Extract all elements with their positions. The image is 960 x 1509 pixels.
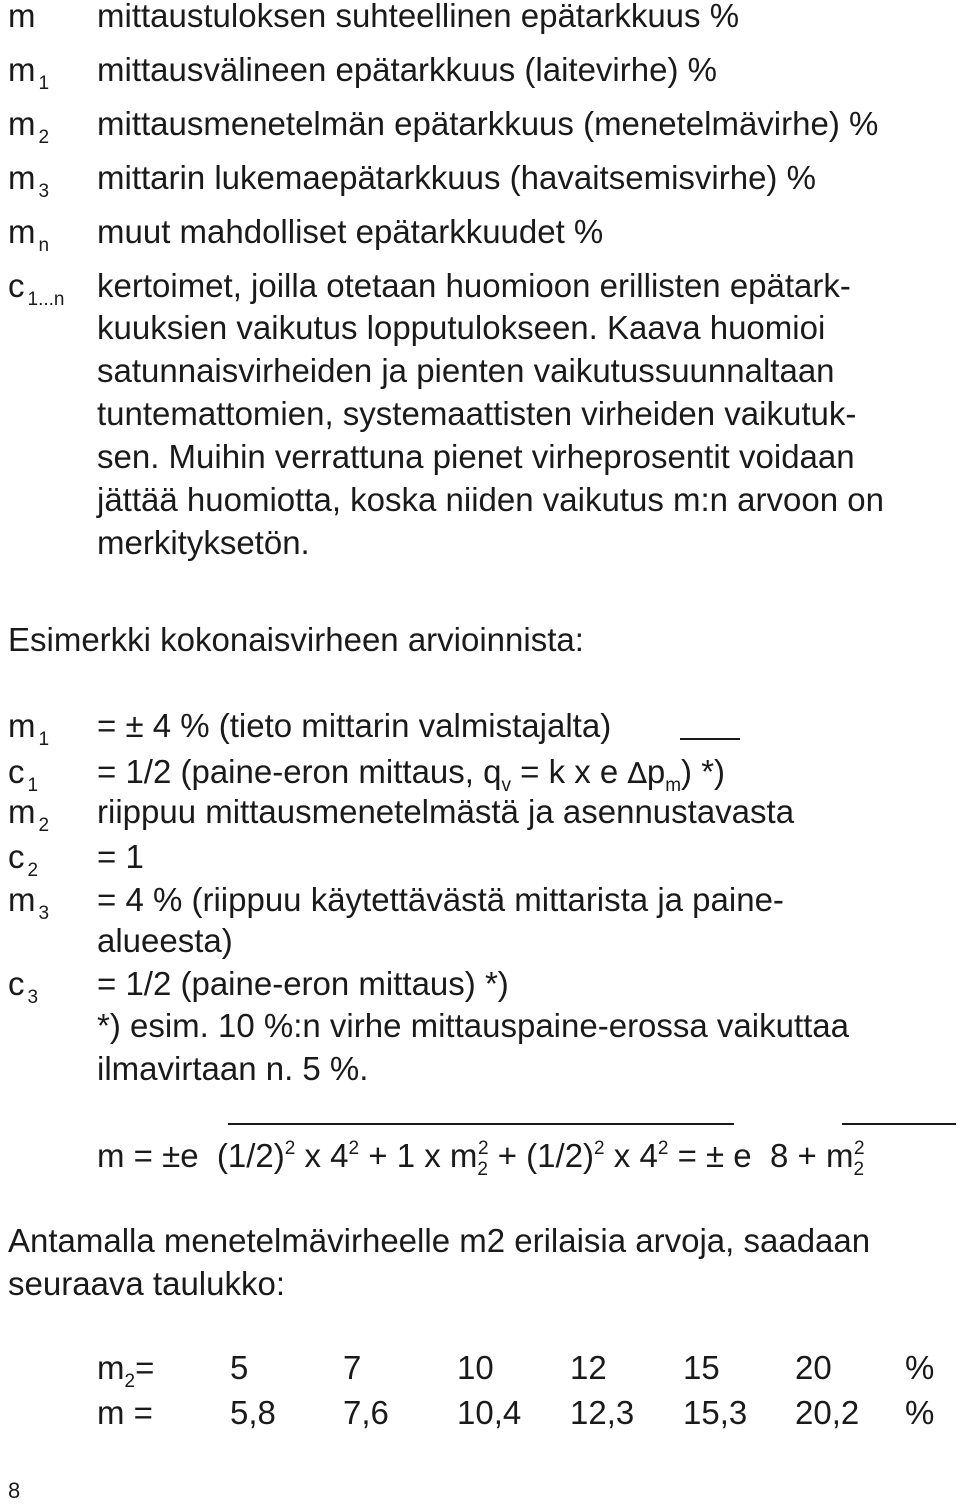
example-text-m3-line2: alueesta): [97, 922, 233, 959]
table-cell: 7,6: [343, 1394, 389, 1431]
table-cell: 7: [343, 1349, 362, 1386]
example-text-c3-line1: = 1/2 (paine-eron mittaus) *): [97, 965, 509, 1002]
table-cell: 12,3: [570, 1394, 635, 1431]
def-text-c1n-line5: sen. Muihin verrattuna pienet virheprosentit voidaan: [97, 438, 855, 475]
def-text-c1n-line3: satunnaisvirheiden ja pienten vaikutussuunnaltaan: [97, 352, 835, 389]
example-symbol-c3: c $_3$: [8, 965, 39, 1008]
table-intro-line2: seuraava taulukko:: [8, 1265, 286, 1302]
table-cell: 5: [230, 1349, 249, 1386]
def-symbol-mn: m $_n$: [8, 213, 50, 256]
example-text-m2: riippuu mittausmenetelmästä ja asennustavasta: [97, 793, 795, 830]
delta-icon: ∆: [627, 756, 647, 790]
def-text-m2: mittausmenetelmän epätarkkuus (menetelmävirhe) %: [97, 105, 879, 142]
example-symbol-m3: m $_3$: [8, 881, 50, 924]
example-text-c3-line2: *) esim. 10 %:n virhe mittauspaine-erossa vaikuttaa: [97, 1007, 850, 1044]
def-symbol-c1n: c $_{1...n}$: [8, 267, 65, 310]
table-cell: 10: [457, 1349, 494, 1386]
example-text-m3-line1: = 4 % (riippuu käytettävästä mittarista ja paine-: [97, 881, 784, 918]
table-cell: 12: [570, 1349, 607, 1386]
table-unit: %: [905, 1394, 935, 1431]
def-symbol-m1: m $_1$: [8, 51, 50, 94]
radical-overline-left: [228, 1123, 734, 1125]
def-text-c1n-line6: jättää huomiotta, koska niiden vaikutus m:n arvoon on: [97, 481, 884, 518]
def-text-m3: mittarin lukemaepätarkkuus (havaitsemisvirhe) %: [97, 159, 816, 196]
def-symbol-m3: m $_3$: [8, 159, 50, 202]
example-symbol-m1: m $_1$: [8, 707, 50, 750]
table-cell: 15,3: [683, 1394, 748, 1431]
total-error-formula: m = ±e $(1/2)^2$ x $4^2 + 1$ x $m_2^2 + (1/2)^2$ x $4^2$ = ± e $8 + m_2^2$: [97, 1137, 865, 1180]
def-text-c1n-line4: tuntemattomien, systemaattisten virheiden vaikutuk-: [97, 395, 857, 432]
table-cell: 15: [683, 1349, 720, 1386]
table-cell: 20,2: [795, 1394, 860, 1431]
def-text-c1n-line7: merkityksetön.: [97, 524, 310, 561]
def-symbol-m2: m $_2$: [8, 105, 50, 148]
def-text-m1: mittausvälineen epätarkkuus (laitevirhe) %: [97, 51, 717, 88]
table-cell: 10,4: [457, 1394, 522, 1431]
table-row-m2-label: $m_2=$: [97, 1349, 155, 1392]
table-cell: 5,8: [230, 1394, 276, 1431]
table-intro-line1: Antamalla menetelmävirheelle m2 erilaisia arvoja, saadaan: [8, 1222, 871, 1259]
table-cell: 20: [795, 1349, 832, 1386]
def-text-mn: muut mahdolliset epätarkkuudet %: [97, 213, 604, 250]
table-unit: %: [905, 1349, 935, 1386]
radical-overline-right: [842, 1123, 956, 1125]
page-number: 8: [8, 1478, 21, 1503]
example-symbol-m2: m $_2$: [8, 793, 50, 836]
example-text-c1: = 1/2 (paine-eron mittaus, $q_v = k$ x e $\Delta p_m$) *): [97, 753, 726, 796]
example-text-c3-line3: ilmavirtaan n. 5 %.: [97, 1050, 369, 1087]
def-symbol-m: m: [8, 0, 36, 34]
def-text-c1n-line1: kertoimet, joilla otetaan huomioon erillisten epätark-: [97, 267, 851, 304]
example-symbol-c2: c $_2$: [8, 838, 39, 881]
def-text-c1n-line2: kuuksien vaikutus lopputulokseen. Kaava huomioi: [97, 309, 826, 346]
example-symbol-c1: c $_1$: [8, 753, 39, 796]
example-text-m1: = ± 4 % (tieto mittarin valmistajalta): [97, 707, 612, 744]
def-text-m: mittaustuloksen suhteellinen epätarkkuus %: [97, 0, 740, 34]
example-text-c2: = 1: [97, 838, 144, 875]
example-heading: Esimerkki kokonaisvirheen arvioinnista:: [8, 621, 584, 658]
table-row-m-label: m =: [97, 1394, 153, 1431]
blank-underline: [680, 738, 740, 740]
